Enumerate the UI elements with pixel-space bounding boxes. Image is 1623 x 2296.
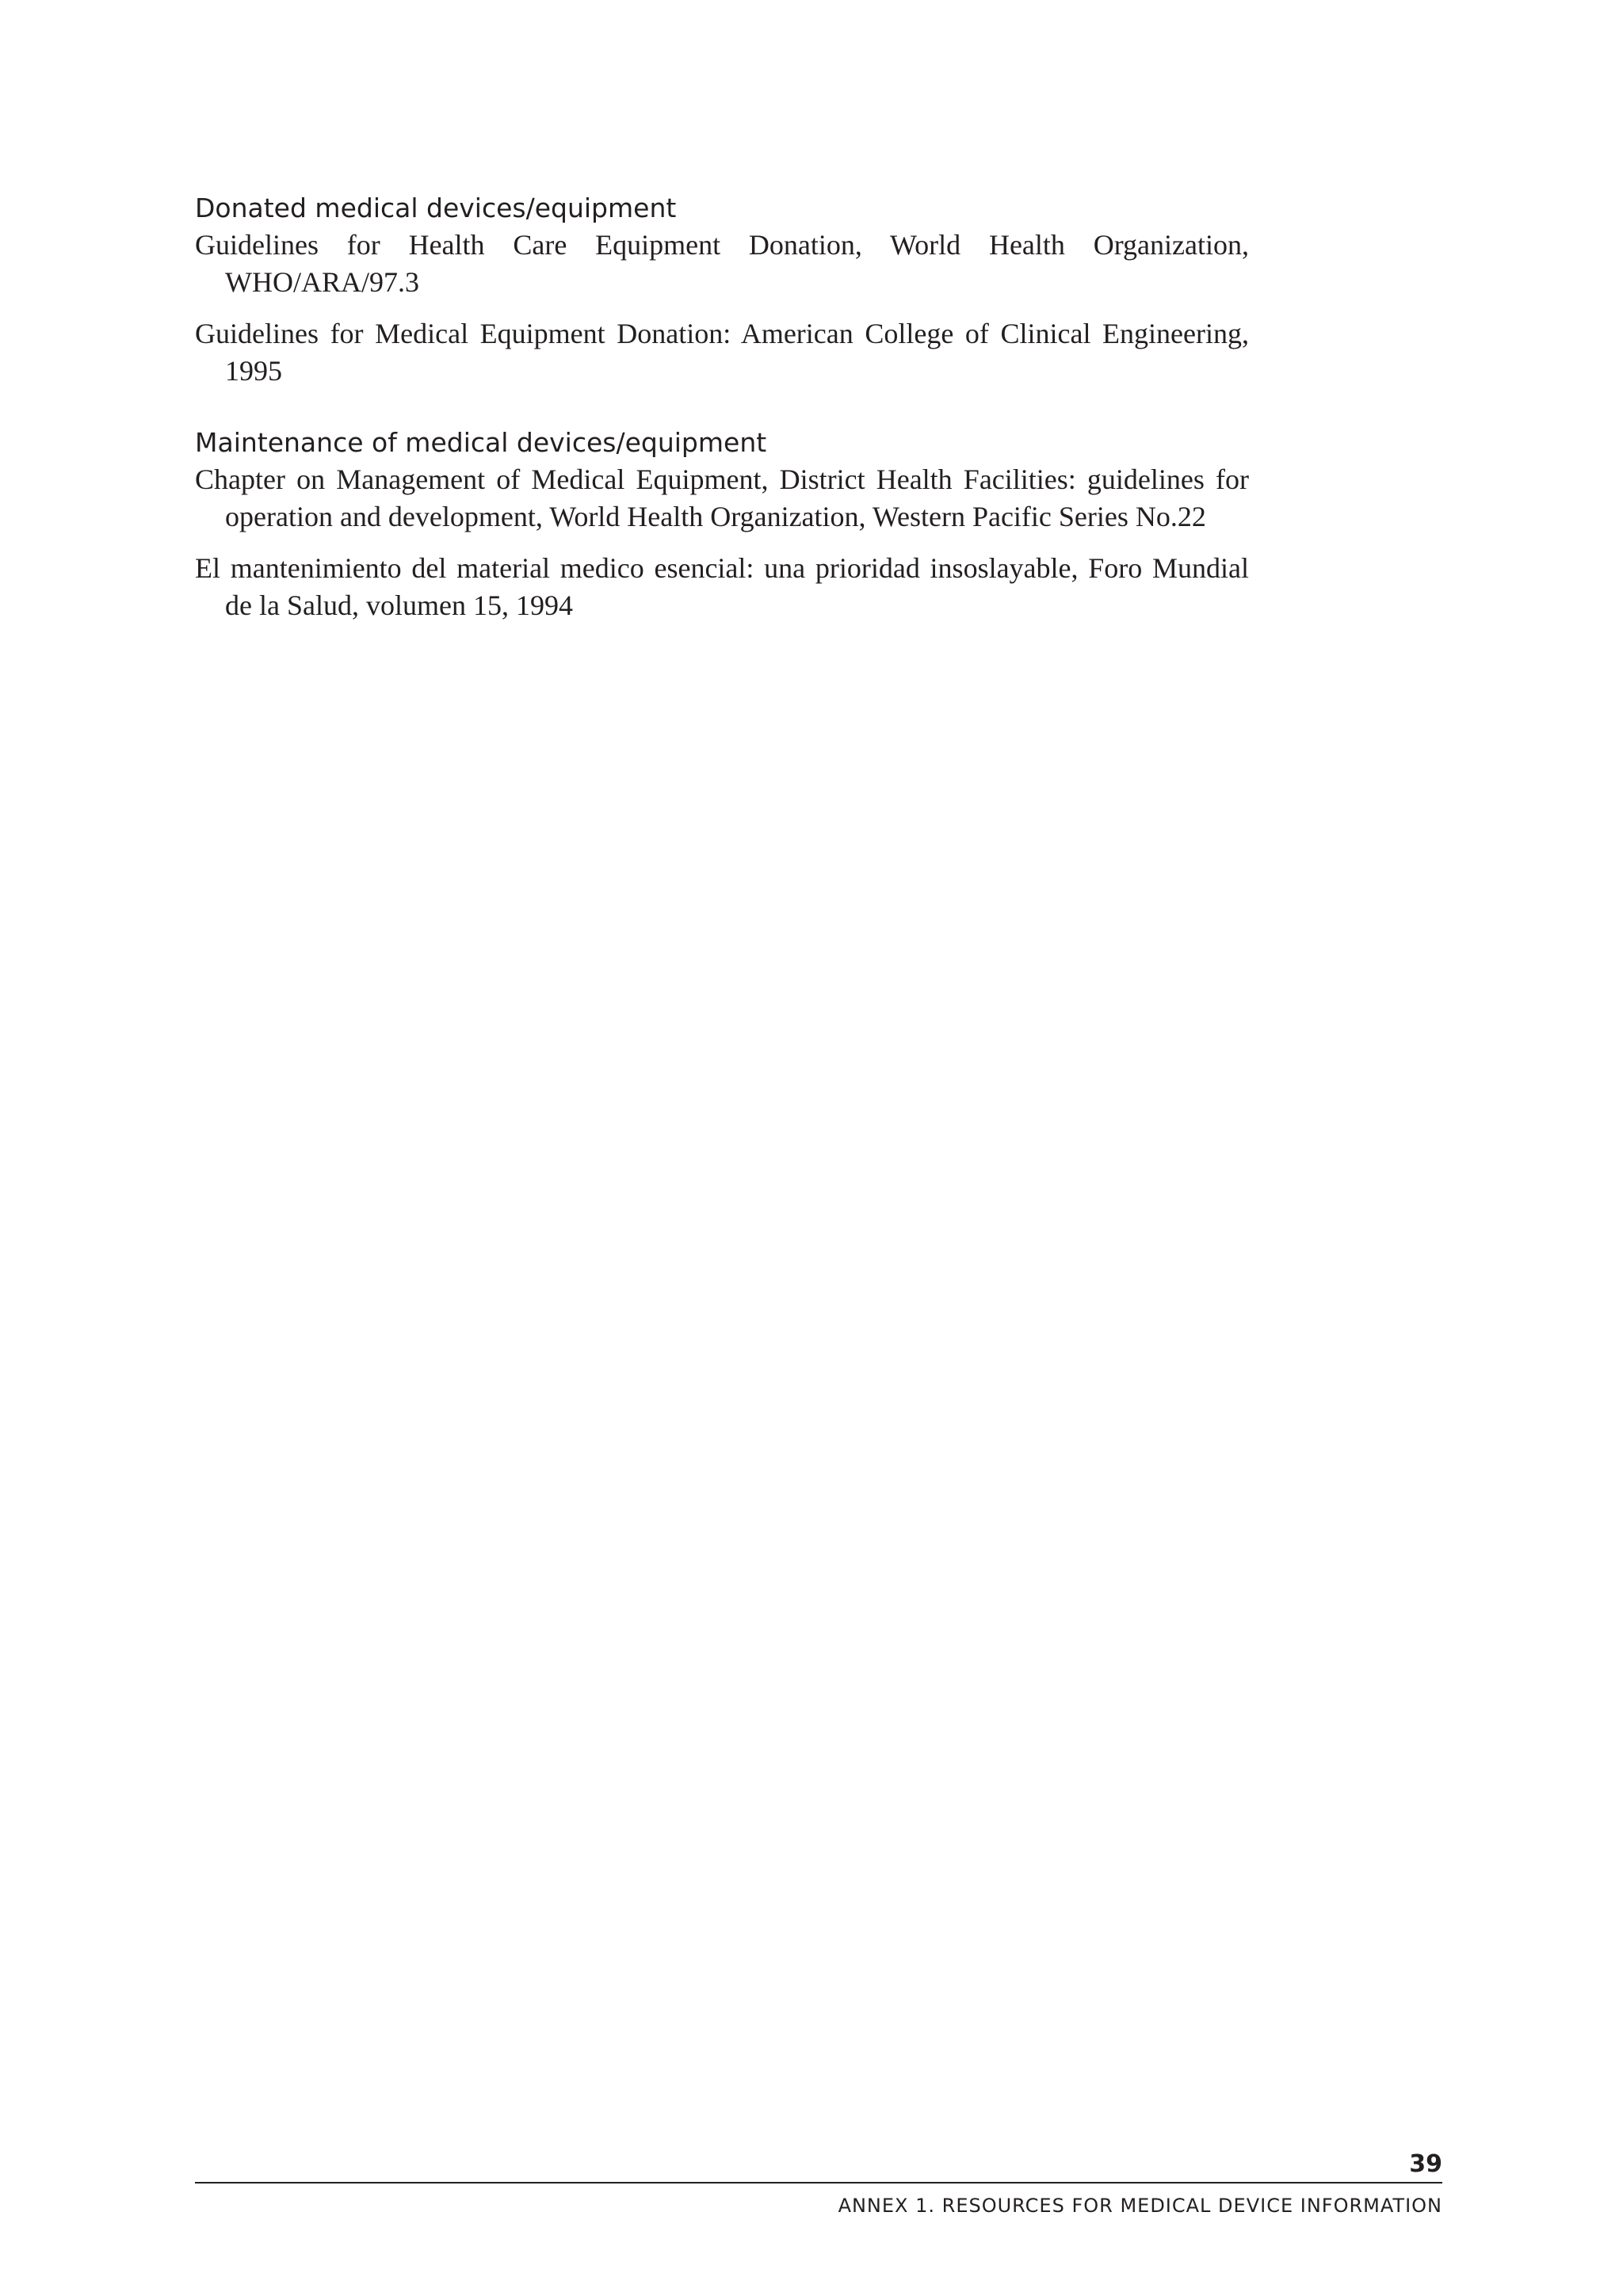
reference-item: El mantenimiento del material medico esencial: una prioridad insoslayable, Foro Mundial de la Salud, volumen 15, 1994	[195, 552, 1249, 621]
reference-item: Guidelines for Health Care Equipment Donation, World Health Organization, WHO/ARA/97.3	[195, 229, 1249, 298]
footer-divider	[195, 2182, 1442, 2183]
reference-item: Guidelines for Medical Equipment Donation: American College of Clinical Engineering, 1995	[195, 318, 1249, 387]
section-heading: Donated medical devices/equipment	[195, 193, 677, 223]
page-content	[195, 190, 1249, 659]
reference-item: Chapter on Management of Medical Equipment, District Health Facilities: guidelines for operation and development, World Health Organization, Western Pacific Series No.22	[195, 463, 1249, 532]
section-heading: Maintenance of medical devices/equipment	[195, 427, 767, 458]
page-number: 39	[1409, 2150, 1442, 2178]
section-maintenance	[195, 425, 1249, 624]
running-footer-title: ANNEX 1. RESOURCES FOR MEDICAL DEVICE INFORMATION	[838, 2195, 1442, 2217]
section-donated-devices	[195, 190, 1249, 390]
